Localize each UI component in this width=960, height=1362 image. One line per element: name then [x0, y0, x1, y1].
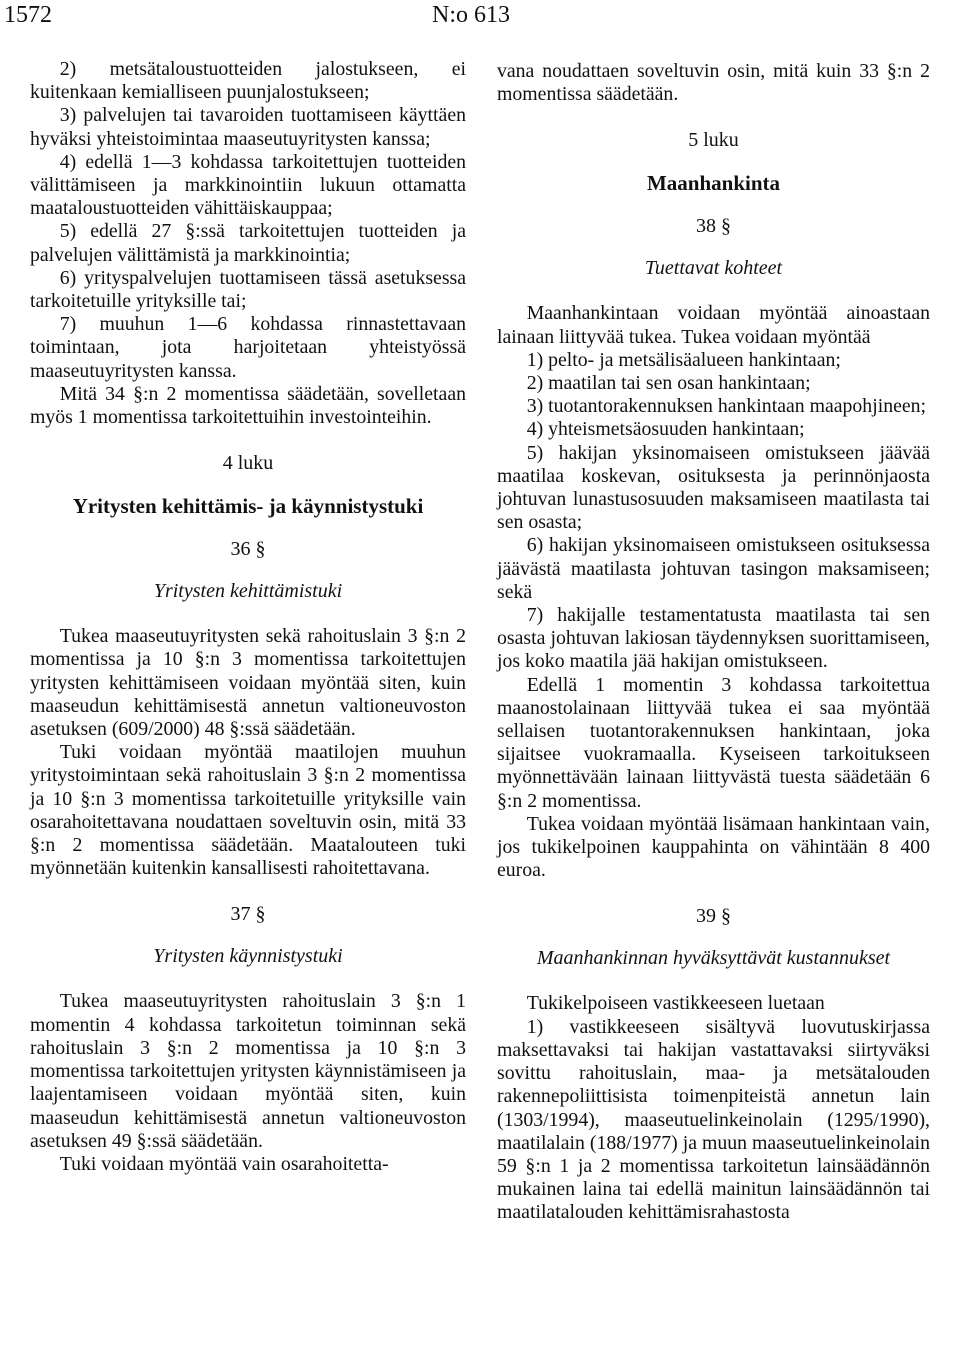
paragraph: Tuki voidaan myöntää vain osarahoitetta-: [59, 1152, 389, 1175]
section-number: 37 §: [230, 903, 266, 926]
list-item: 7) hakijalle testamentatusta maatilasta tai sen osasta johtuvan lakiosan täydennyksen suorittamiseen, jos koko maatila jää hakijan omistukseen.: [497, 604, 930, 673]
chapter-number: 4 luku: [222, 452, 274, 475]
list-item: 6) yrityspalvelujen tuottamiseen tässä asetuksessa tarkoitetuille yrityksille tai;: [30, 266, 466, 313]
page-header: [0, 0, 960, 34]
paragraph: Maanhankintaan voidaan myöntää ainoastaan lainaan liittyvää tukea. Tukea voidaan myöntää: [497, 302, 930, 348]
list-item: 6) hakijan yksinomaiseen omistukseen osituksessa jäävästä maatilasta johtuvan tasingon maksamiseen; sekä: [497, 534, 930, 603]
issue-number: N:o 613: [432, 2, 510, 28]
paragraph: Mitä 34 §:n 2 momentissa säädetään, sovelletaan myös 1 momentissa tarkoitettuihin investointeihin.: [30, 382, 466, 429]
list-item: 4) edellä 1—3 kohdassa tarkoitettujen tuotteiden välittämiseen ja markkinointiin lukuun ottamatta maataloustuotteiden vähittäiskauppaa;: [30, 150, 466, 220]
paragraph: Tukea voidaan myöntää lisämaan hankintaan vain, jos tukikelpoinen kauppahinta on vähintään 8 400 euroa.: [497, 812, 930, 882]
section-number: 38 §: [696, 215, 731, 238]
paragraph: vana noudattaen soveltuvin osin, mitä kuin 33 §:n 2 momentissa säädetään.: [497, 60, 930, 106]
section-title: Yritysten käynnistystuki: [153, 945, 343, 968]
section-number: 39 §: [696, 905, 731, 928]
list-item: 7) muuhun 1—6 kohdassa rinnastettavaan toimintaan, jota harjoitetaan yhteistyössä maaseutuyritysten kanssa.: [30, 313, 466, 382]
section-number: 36 §: [230, 538, 266, 561]
page-number: 1572: [4, 2, 52, 28]
list-item: 2) metsätaloustuotteiden jalostukseen, ei kuitenkaan kemialliseen puunjalostukseen;: [30, 58, 466, 104]
list-item: 5) hakijan yksinomaiseen omistukseen jäävää maatilaa koskevan, osituksesta ja perinnönjaosta johtuvan lunastusosuuden maksamiseen maatilasta tai sen osasta;: [497, 441, 930, 534]
paragraph: Tukea maaseutuyritysten sekä rahoituslain 3 §:n 2 momentissa ja 10 §:n 3 momentissa tarkoitettujen yritysten kehittämiseen voidaan myöntää siten, kuin maaseudun kehittämisestä annetun valtioneuvoston asetuksen (609/2000) 48 §:ssä säädetään.: [30, 625, 466, 741]
chapter-title: Maanhankinta: [646, 171, 781, 196]
list-item: 4) yhteismetsäosuuden hankintaan;: [526, 418, 805, 441]
chapter-title: Yritysten kehittämis- ja käynnistystuki: [72, 494, 424, 519]
paragraph: Tuki voidaan myöntää maatilojen muuhun yritystoimintaan sekä rahoituslain 3 §:n 2 momentissa ja 10 §:n 3 momentissa tarkoitetuille yrityksille vain osarahoitettavana noudattaen soveltuvin osin, mitä 33 §:n 2 momentissa säädetään. Maatalouteen tuki myönnetään kuitenkin kansallisesti rahoitettavana.: [30, 741, 466, 880]
paragraph: Tukea maaseutuyritysten rahoituslain 3 §:n 1 momentin 4 kohdassa tarkoitetun toiminnan sekä rahoituslain 3 §:n 2 momentissa ja 10 §:n 3 momentissa tarkoitettujen yritysten käynnistämiseen ja laajentamiseen voidaan myöntää siten, kuin maaseudun kehittämisestä annetun valtioneuvoston asetuksen 49 §:ssä säädetään.: [30, 990, 466, 1152]
chapter-number: 5 luku: [688, 129, 739, 152]
list-item: 1) vastikkeeseen sisältyvä luovutuskirjassa maksettavaksi tai hakijan vastattavaksi siirtyväksi sovittu rahoituslain, maa- ja metsätalouden rakennepoliittisista toimenpiteistä annetun lain (1303/1994), maaseutuelinkeinolain (1295/1990), maatilalain (188/1977) ja muun maaseutuelinkeinolain 59 §:n 1 ja 2 momentissa tarkoitetun lainsäädännön mukainen laina tai edellä mainitun lainsäädännön tai maatilatalouden kehittämisrahastosta: [497, 1015, 930, 1224]
list-item: 1) pelto- ja metsälisäalueen hankintaan;: [526, 348, 841, 371]
section-title: Tuettavat kohteet: [644, 257, 783, 280]
right-column: [497, 58, 930, 1225]
list-item: 5) edellä 27 §:ssä tarkoitettujen tuotteiden ja palvelujen välittämistä ja markkinointia;: [30, 220, 466, 266]
paragraph: Edellä 1 momentin 3 kohdassa tarkoitettua maanostolainaan liittyvää tukea ei saa myöntää sellaisen tuotantorakennuksen hankintaan, joka sijaitsee vuokramaalla. Kyseiseen tarkoitukseen myönnettävään lainaan liittyvästä tuesta säädetään 6 §:n 2 momentissa.: [497, 673, 930, 812]
section-title: Yritysten kehittämistuki: [153, 580, 343, 603]
list-item: 3) palvelujen tai tavaroiden tuottamiseen käyttäen hyväksi yhteistoimintaa maaseutuyritysten kanssa;: [30, 104, 466, 150]
left-column: [30, 58, 466, 1176]
section-title: Maanhankinnan hyväksyttävät kustannukset: [536, 947, 891, 970]
paragraph: Tukikelpoiseen vastikkeeseen luetaan: [526, 992, 825, 1015]
list-item: 2) maatilan tai sen osan hankintaan;: [526, 372, 811, 395]
list-item: 3) tuotantorakennuksen hankintaan maapohjineen;: [526, 395, 927, 418]
